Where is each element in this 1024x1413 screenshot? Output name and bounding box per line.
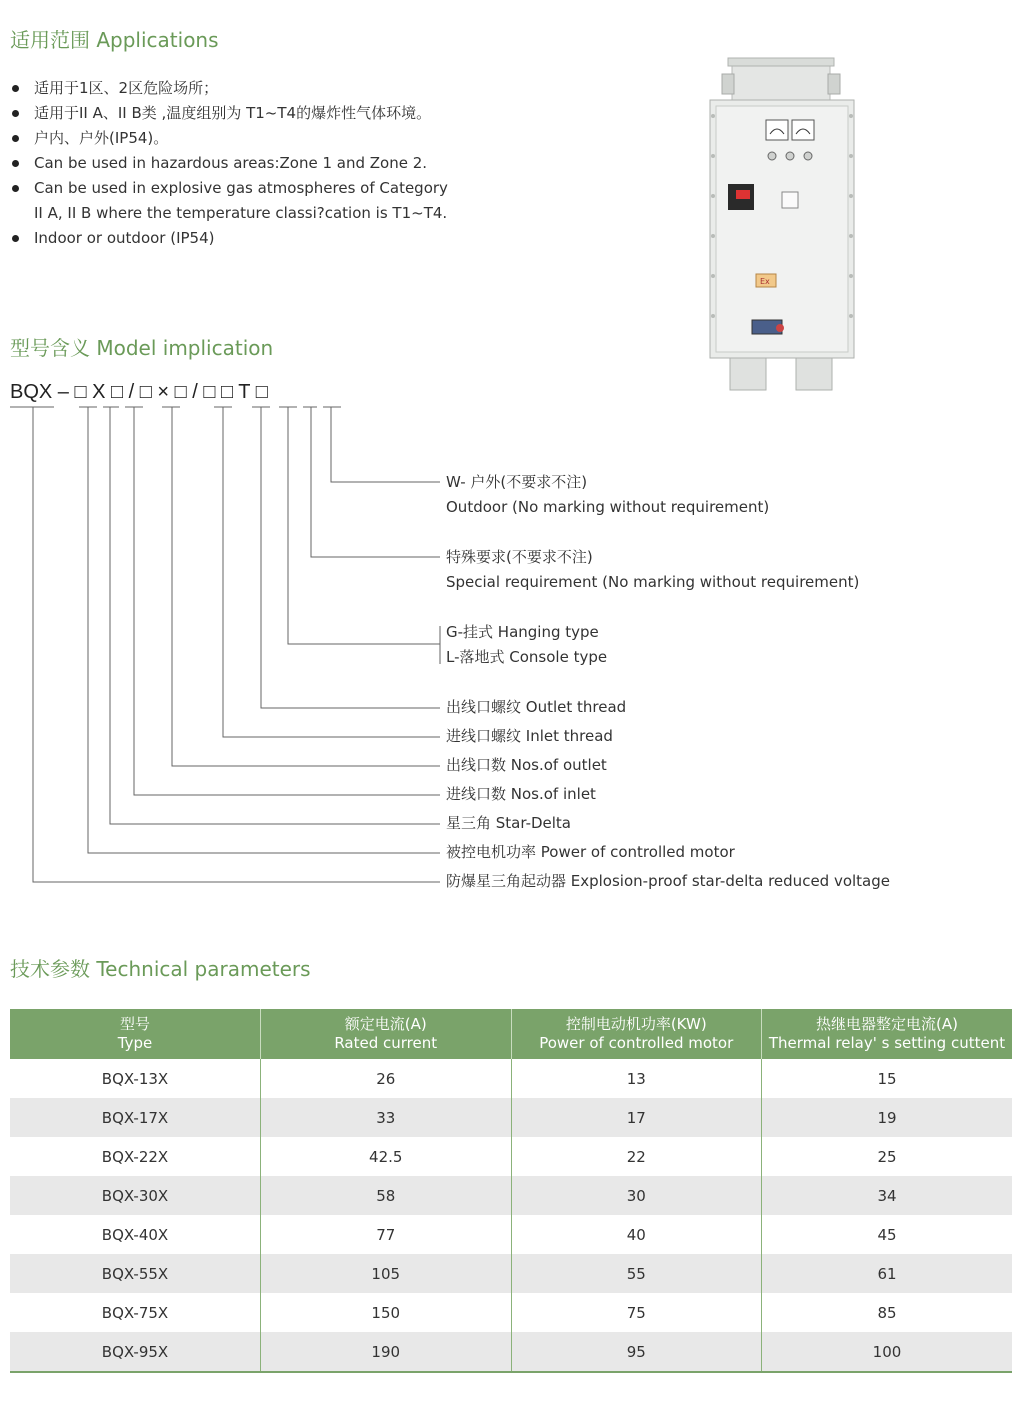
model-title: 型号含义 Model implication <box>10 336 274 360</box>
annotation-special-cn: 特殊要求(不要求不注) <box>446 548 593 566</box>
table-row: BQX-40X 77 40 45 <box>10 1215 1012 1254</box>
annotation-power: 被控电机功率 Power of controlled motor <box>446 843 735 861</box>
header-power: 控制电动机功率(KW) Power of controlled motor <box>511 1009 762 1059</box>
technical-table <box>10 1009 1012 1373</box>
annotation-outlet-thread: 出线口螺纹 Outlet thread <box>446 698 627 716</box>
annotation-hanging: G-挂式 Hanging type <box>446 623 599 641</box>
list-item: 适用于1区、2区危险场所； <box>10 76 480 101</box>
annotation-inlet-thread: 进线口螺纹 Inlet thread <box>446 727 613 745</box>
ex-label: Ex <box>760 277 770 286</box>
table-row: BQX-17X 33 17 19 <box>10 1098 1012 1137</box>
table-row: BQX-13X 26 13 15 <box>10 1059 1012 1098</box>
annotation-nos-inlet: 进线口数 Nos.of inlet <box>446 785 596 803</box>
technical-title: 技术参数 Technical parameters <box>10 957 311 981</box>
annotation-nos-outlet: 出线口数 Nos.of outlet <box>446 756 607 774</box>
list-item: 适用于II A、II B类 ,温度组别为 T1~T4的爆炸性气体环境。 <box>10 101 480 126</box>
list-item: 户内、户外(IP54)。 <box>10 126 480 151</box>
header-relay-setting: 热继电器整定电流(A) Thermal relay' s setting cuttent <box>762 1009 1013 1059</box>
list-item: Can be used in explosive gas atmospheres of Category II A, II B where the temperature classi?cation is T1~T4. <box>10 176 480 226</box>
header-type: 型号 Type <box>10 1009 261 1059</box>
list-item: Indoor or outdoor (IP54) <box>10 226 480 251</box>
annotation-special-en: Special requirement (No marking without requirement) <box>446 573 860 591</box>
table-row: BQX-75X 150 75 85 <box>10 1293 1012 1332</box>
annotation-outdoor-en: Outdoor (No marking without requirement) <box>446 498 770 516</box>
table-header-row <box>10 1009 1012 1059</box>
table-row: BQX-55X 105 55 61 <box>10 1254 1012 1293</box>
list-item: Can be used in hazardous areas:Zone 1 and Zone 2. <box>10 151 480 176</box>
annotation-outdoor-cn: W- 户外(不要求不注) <box>446 473 588 491</box>
table-row: BQX-22X 42.5 22 25 <box>10 1137 1012 1176</box>
annotation-star-delta: 星三角 Star-Delta <box>446 814 572 832</box>
annotation-console: L-落地式 Console type <box>446 648 608 666</box>
table-row: BQX-30X 58 30 34 <box>10 1176 1012 1215</box>
applications-title: 适用范围 Applications <box>10 28 219 52</box>
header-rated-current: 额定电流(A) Rated current <box>261 1009 512 1059</box>
annotation-explosion: 防爆星三角起动器 Explosion-proof star-delta reduced voltage <box>446 872 891 890</box>
model-code: BQX – □ X □ / □ × □ / □ □ T □ <box>10 381 268 403</box>
table-row: BQX-95X 190 95 100 <box>10 1332 1012 1372</box>
